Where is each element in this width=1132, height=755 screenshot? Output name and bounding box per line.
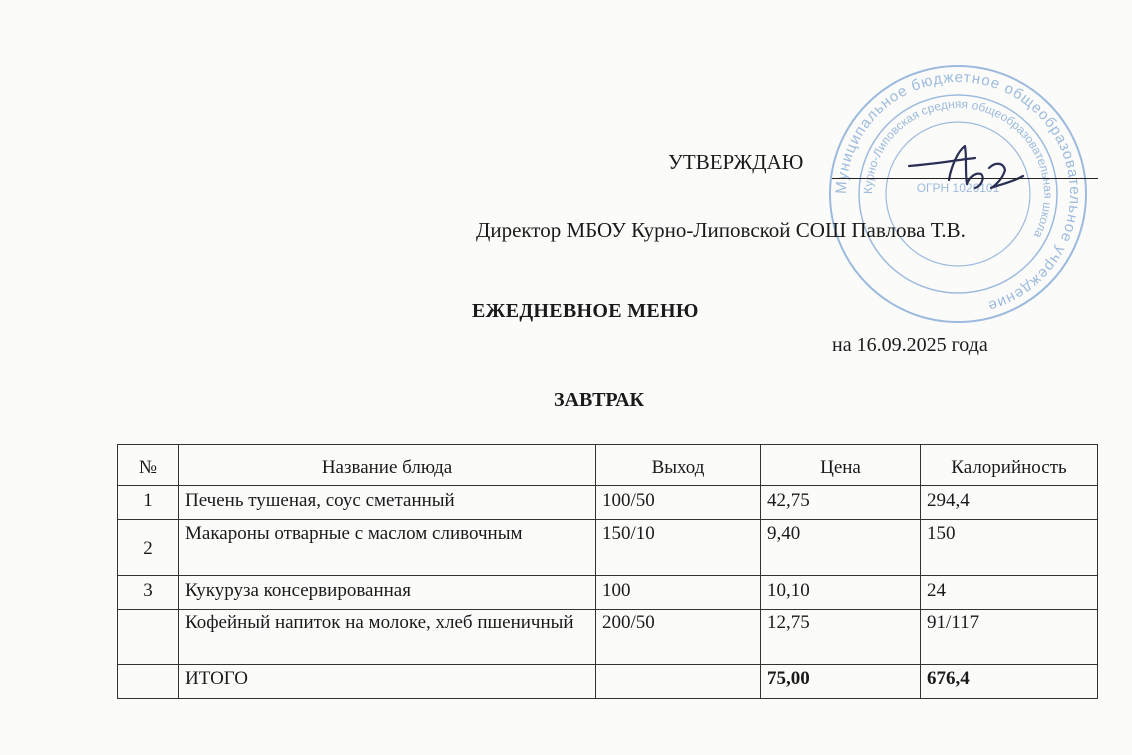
dish-name: Кукуруза консервированная (179, 576, 596, 610)
dish-yield: 100 (596, 576, 761, 610)
svg-text:Муниципальное бюджетное общеоб (833, 69, 1083, 315)
row-number: 1 (118, 486, 179, 520)
stamp-inner-text: Курно-Липовская средняя общеобразовательная школа (860, 96, 1056, 241)
dish-price: 12,75 (761, 610, 921, 665)
row-number: 2 (118, 520, 179, 576)
dish-price: 42,75 (761, 486, 921, 520)
table-header-row (118, 445, 1098, 486)
total-calories: 676,4 (921, 665, 1098, 699)
meal-heading: ЗАВТРАК (554, 389, 645, 411)
dish-yield: 200/50 (596, 610, 761, 665)
dish-name: Макароны отварные с маслом сливочным (179, 520, 596, 576)
total-label: ИТОГО (179, 665, 596, 699)
total-price: 75,00 (761, 665, 921, 699)
dish-calories: 294,4 (921, 486, 1098, 520)
school-stamp (826, 62, 1090, 326)
total-number-cell (118, 665, 179, 699)
stamp-outer-text: Муниципальное бюджетное общеобразовательное учреждение (832, 68, 1084, 315)
table-row (118, 576, 1098, 610)
table-row (118, 610, 1098, 665)
dish-name: Кофейный напиток на молоке, хлеб пшеничный (179, 610, 596, 665)
column-header-number: № (118, 445, 179, 486)
dish-price: 10,10 (761, 576, 921, 610)
table-row (118, 520, 1098, 576)
document-title: ЕЖЕДНЕВНОЕ МЕНЮ (472, 300, 699, 322)
row-number: 3 (118, 576, 179, 610)
signature-line (832, 178, 1098, 179)
column-header-dish-name: Название блюда (179, 445, 596, 486)
total-row (118, 665, 1098, 699)
document-date: на 16.09.2025 года (832, 334, 988, 356)
dish-yield: 100/50 (596, 486, 761, 520)
dish-calories: 24 (921, 576, 1098, 610)
approve-label: УТВЕРЖДАЮ (668, 150, 804, 174)
director-line: Директор МБОУ Курно-Липовской СОШ Павлова Т.В. (476, 218, 966, 242)
dish-calories: 91/117 (921, 610, 1098, 665)
dish-calories: 150 (921, 520, 1098, 576)
director-signature (905, 138, 1030, 198)
column-header-calories: Калорийность (921, 445, 1098, 486)
total-yield-cell (596, 665, 761, 699)
column-header-yield: Выход (596, 445, 761, 486)
table-row (118, 486, 1098, 520)
row-number (118, 610, 179, 665)
dish-yield: 150/10 (596, 520, 761, 576)
dish-price: 9,40 (761, 520, 921, 576)
dish-name: Печень тушеная, соус сметанный (179, 486, 596, 520)
stamp-center-text: ОГРН 1026101 (916, 181, 1000, 195)
menu-table (117, 444, 1098, 699)
column-header-price: Цена (761, 445, 921, 486)
